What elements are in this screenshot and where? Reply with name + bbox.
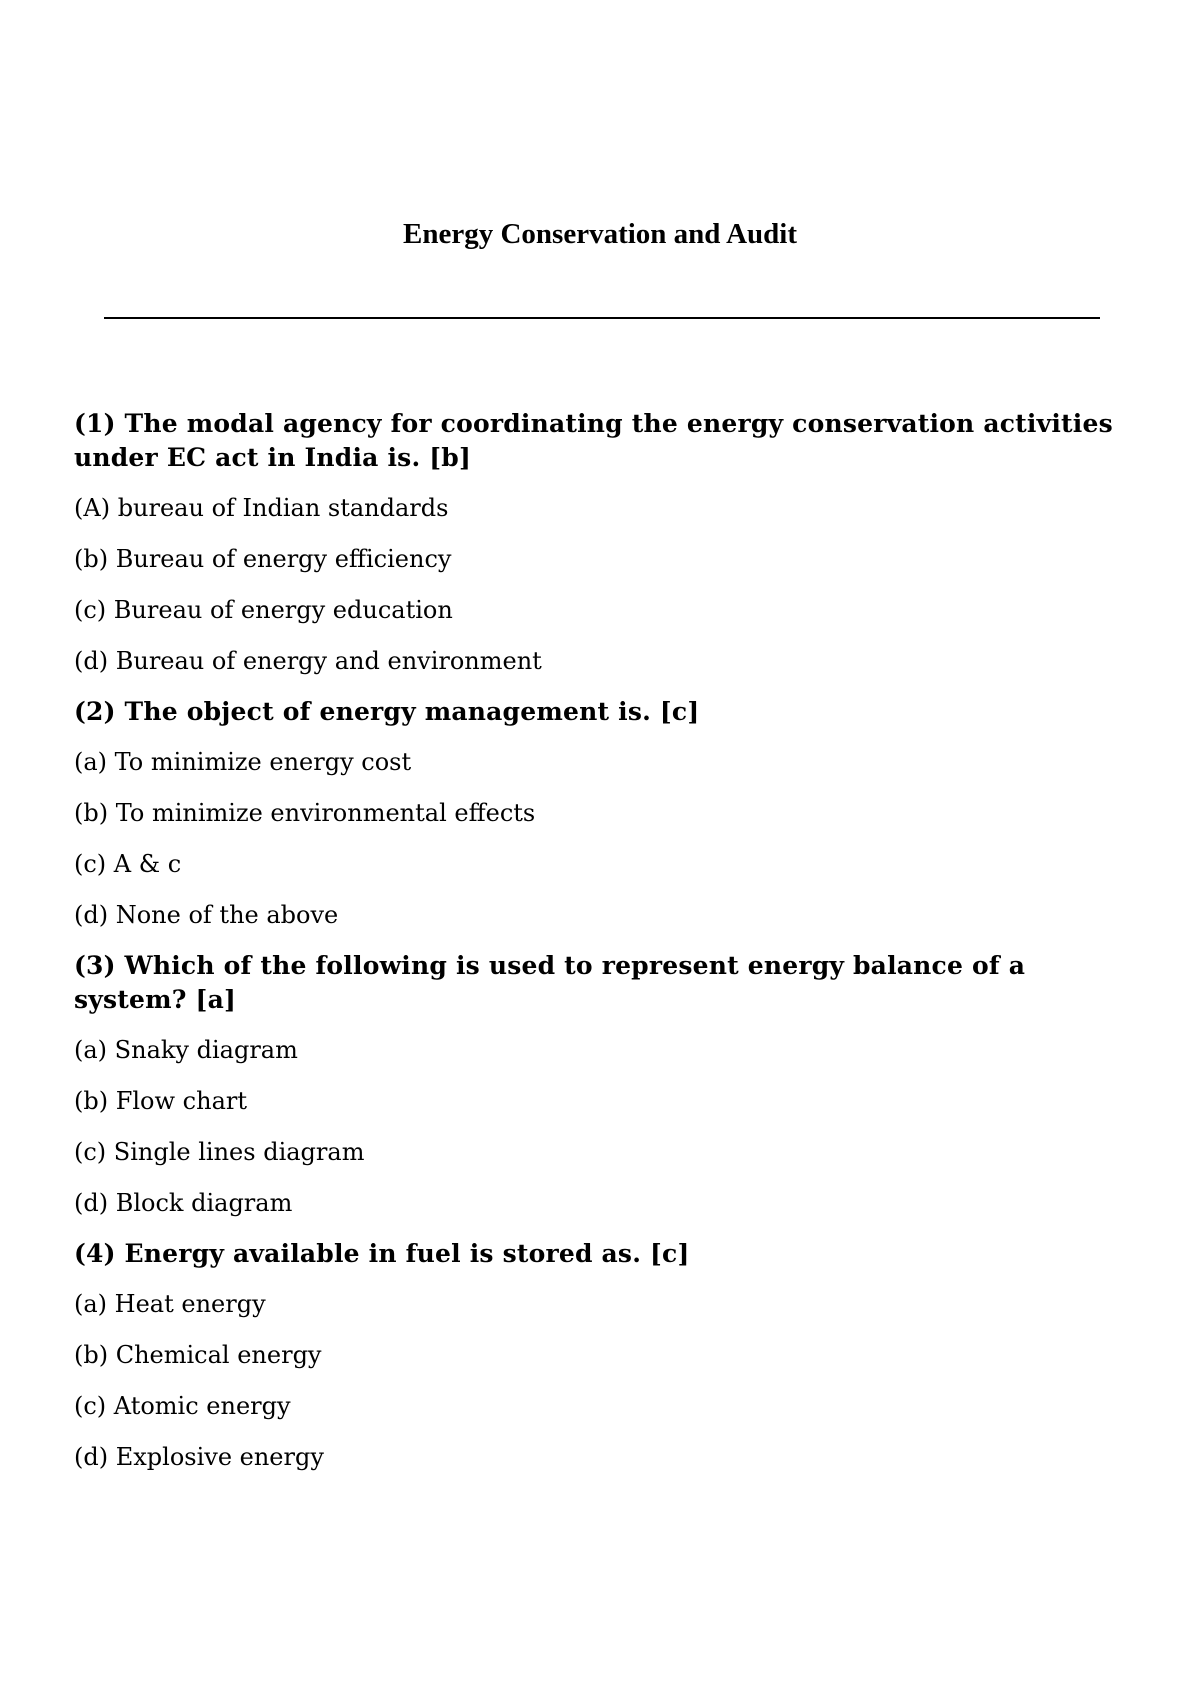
question-block-2 [74,695,1134,932]
option-item: (d) Bureau of energy and environment [74,647,542,675]
option-item: (b) Bureau of energy efficiency [74,545,452,573]
option-item: (A) bureau of Indian standards [74,494,449,522]
option-item: (c) Single lines diagram [74,1138,365,1166]
option-item: (b) To minimize environmental effects [74,799,536,827]
option-item: (c) Atomic energy [74,1392,291,1420]
option-item: (c) Bureau of energy education [74,596,453,624]
option-item: (d) Block diagram [74,1189,293,1217]
page-title: Energy Conservation and Audit [403,218,797,250]
option-item: (a) To minimize energy cost [74,748,412,776]
question-text: (4) Energy available in fuel is stored as. [c] [74,1239,690,1268]
option-item: (a) Snaky diagram [74,1036,298,1064]
question-text: (2) The object of energy management is. [c] [74,697,700,726]
title-divider [104,317,1100,319]
option-item: (c) A & c [74,850,182,878]
option-item: (d) None of the above [74,901,339,929]
option-item: (b) Chemical energy [74,1341,322,1369]
question-block-3 [74,949,1134,1220]
option-item: (b) Flow chart [74,1087,247,1115]
question-text: (1) The modal agency for coordinating the energy conservation activities under EC act in India is. [b] [74,409,1113,472]
option-item: (d) Explosive energy [74,1443,324,1471]
question-block-1 [74,407,1134,678]
option-item: (a) Heat energy [74,1290,266,1318]
question-text: (3) Which of the following is used to represent energy balance of a system? [a] [74,951,1026,1014]
question-list [74,407,1134,1491]
question-block-4 [74,1237,1134,1474]
